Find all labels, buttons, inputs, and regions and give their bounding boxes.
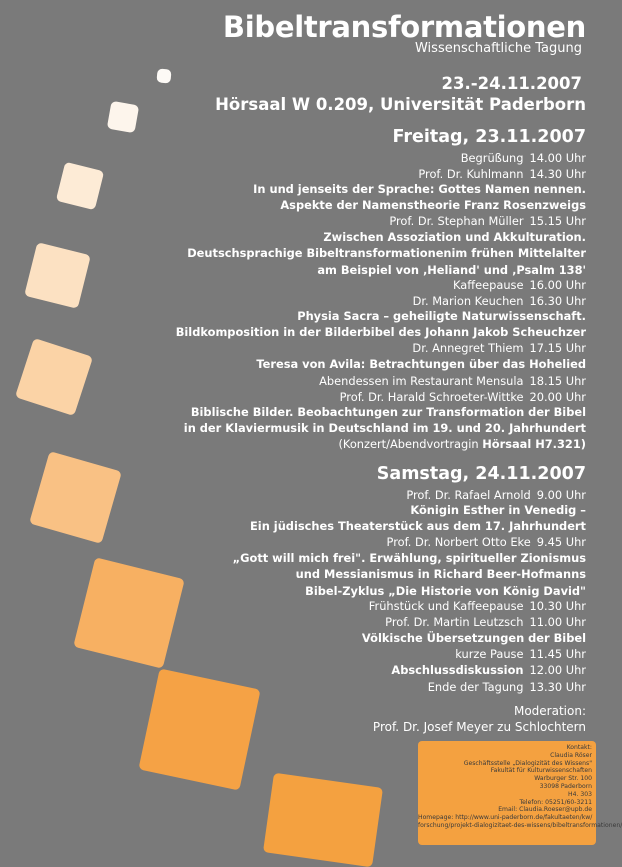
decorative-square — [29, 451, 122, 544]
venue-note: (Konzert/Abendvortragin Hörsaal H7.321) — [338, 437, 586, 451]
moderation-label: Moderation: — [513, 704, 586, 718]
contact-homepage[interactable]: Homepage: http://www.uni-paderborn.de/fakultaeten/kw/ — [418, 814, 593, 822]
talk-title: In und jenseits der Sprache: Gottes Namen nennen. Aspekte der Namenstheorie Franz Rosenzweigs — [253, 182, 586, 213]
contact-line: H4. 303 — [568, 790, 592, 798]
contact-line: Kontakt: — [566, 744, 592, 751]
schedule-row: Abschlussdiskussion 12.00 Uhr — [391, 663, 586, 677]
schedule-row: Ende der Tagung 13.30 Uhr — [427, 680, 586, 694]
schedule-row: Prof. Dr. Kuhlmann 14.30 Uhr — [418, 167, 586, 181]
saturday-heading: Samstag, 24.11.2007 — [376, 464, 586, 484]
contact-homepage[interactable]: forschung/projekt-dialogizitaet-des-wissens/bibeltransformationen/ — [418, 821, 622, 829]
contact-email[interactable]: Email: Claudia.Roeser@upb.de — [498, 806, 592, 814]
decorative-square — [107, 101, 139, 133]
talk-title: „Gott will mich frei". Erwählung, spiritueller Zionismus und Messianismus in Richard Beer-Hofmanns Bibel-Zyklus „Die Historie von König David" — [232, 551, 586, 598]
talk-title: Zwischen Assoziation und Akkulturation. Deutschsprachige Bibeltransformationenim frühen Mittelalter am Beispiel von ‚Heliand' und ‚Psalm 138' — [187, 230, 586, 277]
schedule-row: Prof. Dr. Norbert Otto Eke 9.45 Uhr — [386, 535, 586, 549]
decorative-square — [56, 162, 104, 210]
talk-title: Teresa von Avila: Betrachtungen über das Hohelied — [256, 357, 586, 371]
talk-title: Physia Sacra – geheiligte Naturwissenschaft. Bildkomposition in der Bilderbibel des Johann Jakob Scheuchzer — [175, 309, 586, 340]
schedule-row: Prof. Dr. Martin Leutzsch 11.00 Uhr — [385, 615, 586, 629]
moderator-name: Prof. Dr. Josef Meyer zu Schlochtern — [372, 720, 586, 734]
page-title: Bibeltransformationen — [222, 10, 586, 44]
decorative-square — [73, 557, 185, 669]
decorative-square — [24, 242, 91, 309]
decorative-square — [156, 68, 171, 83]
schedule-row: Prof. Dr. Stephan Müller 15.15 Uhr — [389, 214, 586, 228]
schedule-row: Prof. Dr. Rafael Arnold 9.00 Uhr — [406, 488, 586, 502]
friday-heading: Freitag, 23.11.2007 — [392, 127, 586, 147]
schedule-row: Dr. Marion Keuchen 16.30 Uhr — [412, 294, 586, 308]
contact-line: Geschäftsstelle „Dialogizität des Wissens" — [463, 759, 592, 767]
contact-box — [418, 741, 622, 845]
event-dates: 23.-24.11.2007 — [441, 74, 582, 93]
schedule-row: kurze Pause 11.45 Uhr — [455, 647, 586, 661]
event-venue: Hörsaal W 0.209, Universität Paderborn — [215, 95, 586, 114]
schedule-row: Kaffeepause 16.00 Uhr — [453, 278, 586, 292]
schedule-row: Prof. Dr. Harald Schroeter-Wittke 20.00 Uhr — [339, 390, 586, 404]
schedule-row: Frühstück und Kaffeepause 10.30 Uhr — [368, 599, 586, 613]
decorative-square — [138, 668, 260, 790]
contact-line: 33098 Paderborn — [539, 782, 592, 790]
contact-line: Fakultät für Kulturwissenschaften — [490, 767, 592, 775]
decorative-square — [263, 773, 383, 867]
page-subtitle: Wissenschaftliche Tagung — [414, 41, 582, 56]
schedule-row: Dr. Annegret Thiem 17.15 Uhr — [412, 341, 586, 355]
schedule-row: Abendessen im Restaurant Mensula 18.15 Uhr — [319, 374, 586, 388]
decorative-square — [15, 338, 93, 416]
talk-title: Biblische Bilder. Beobachtungen zur Transformation der Bibel in der Klaviermusik in Deutschland im 19. und 20. Jahrhundert — [183, 405, 586, 436]
talk-title: Völkische Übersetzungen der Bibel — [361, 631, 586, 645]
talk-title: Königin Esther in Venedig – Ein jüdisches Theaterstück aus dem 17. Jahrhundert — [250, 503, 586, 534]
contact-line: Warburger Str. 100 — [534, 775, 592, 783]
schedule-row: Begrüßung 14.00 Uhr — [460, 151, 586, 165]
contact-line: Claudia Röser — [550, 751, 592, 759]
contact-line: Telefon: 05251/60-3211 — [519, 798, 592, 806]
